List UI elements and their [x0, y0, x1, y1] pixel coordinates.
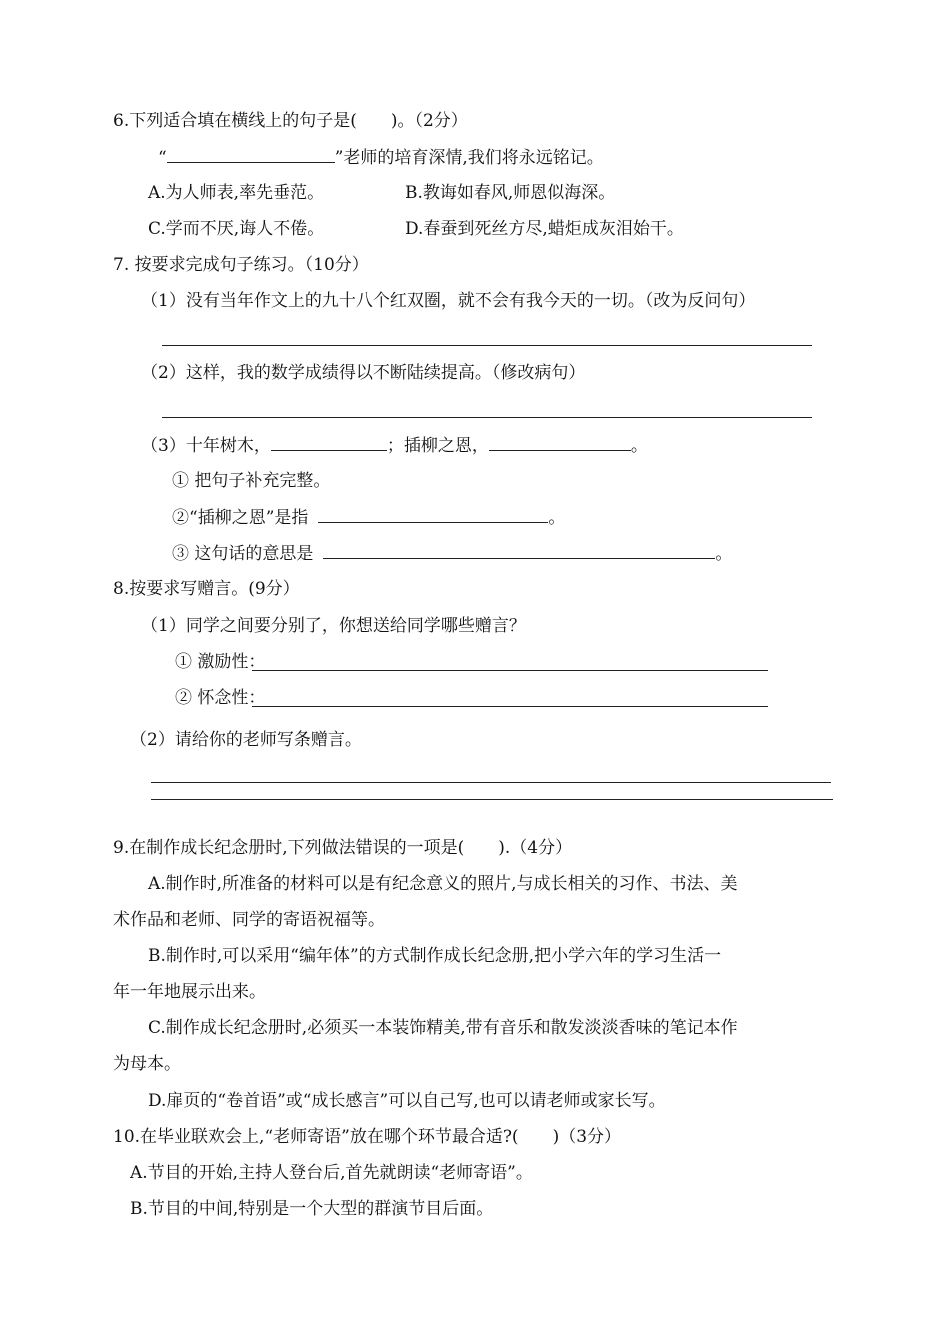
- q9-option-a-line-2: 术作品和老师、同学的寄语祝福等。: [113, 910, 385, 930]
- q6-option-c: C.学而不厌,诲人不倦。: [148, 219, 325, 239]
- q9-option-a-line-1: A.制作时,所准备的材料可以是有纪念意义的照片,与成长相关的习作、书法、美: [148, 874, 738, 894]
- q9-stem: 9.在制作成长纪念册时,下列做法错误的一项是( ).（4分）: [113, 838, 573, 858]
- q6-prompt: [158, 146, 604, 169]
- q7-stem: 7. 按要求完成句子练习。（10分）: [113, 255, 369, 275]
- q9-option-d: D.扉页的“卷首语”或“成长感言”可以自己写,也可以请老师或家长写。: [148, 1091, 666, 1111]
- q7-sentence-3: [141, 434, 648, 457]
- q8-label-encourage: ① 激励性：: [175, 652, 266, 672]
- q8-teacher-line-1[interactable]: [151, 782, 831, 783]
- q6-prompt-open: “: [158, 148, 167, 168]
- q7-sub-3: [172, 542, 732, 565]
- q6-fill-blank[interactable]: [167, 146, 335, 163]
- q10-option-b: B.节目的中间,特别是一个大型的群演节目后面。: [130, 1199, 494, 1219]
- q7-sub3-blank[interactable]: [323, 542, 715, 559]
- q7-sentence-2: （2）这样，我的数学成绩得以不断陆续提高。（修改病句）: [141, 363, 586, 383]
- q9-option-c-line-1: C.制作成长纪念册时,必须买一本装饰精美,带有音乐和散发淡淡香味的笔记本作: [148, 1018, 738, 1038]
- q7-answer-line-1[interactable]: [162, 345, 812, 346]
- q6-option-b: B.教诲如春风,师恩似海深。: [405, 183, 616, 203]
- q7-sub-1: ① 把句子补充完整。: [172, 471, 331, 491]
- q7-sub-2: [172, 506, 565, 529]
- q6-option-a: A.为人师表,率先垂范。: [148, 183, 325, 203]
- q8-sentence-1: （1）同学之间要分别了，你想送给同学哪些赠言？: [141, 616, 526, 636]
- q8-sentence-2: （2）请给你的老师写条赠言。: [130, 730, 362, 750]
- q7-sub2-end: 。: [548, 508, 566, 528]
- q7-s3-part-a: （3）十年树木，: [141, 436, 271, 456]
- q7-sentence-1: （1）没有当年作文上的九十八个红双圈，就不会有我今天的一切。（改为反问句）: [141, 291, 756, 311]
- q7-s3-blank-2[interactable]: [489, 434, 631, 451]
- q8-encourage-line[interactable]: [252, 670, 768, 671]
- q10-option-a: A.节目的开始,主持人登台后,首先就朗读“老师寄语”。: [130, 1163, 533, 1183]
- q7-s3-part-b: ；插柳之恩，: [386, 436, 489, 456]
- q7-sub3-label: ③ 这句话的意思是: [172, 544, 314, 564]
- q6-option-d: D.春蚕到死丝方尽,蜡炬成灰泪始干。: [405, 219, 684, 239]
- q7-s3-blank-1[interactable]: [271, 434, 387, 451]
- q8-teacher-line-2[interactable]: [151, 799, 833, 800]
- q6-prompt-close: ”老师的培育深情,我们将永远铭记。: [334, 148, 604, 168]
- q8-nostalgic-line[interactable]: [252, 706, 768, 707]
- q10-stem: 10.在毕业联欢会上,“老师寄语”放在哪个环节最合适?( )（3分）: [113, 1127, 622, 1147]
- q7-sub3-end: 。: [715, 544, 733, 564]
- q9-option-b-line-2: 年一年地展示出来。: [113, 982, 266, 1002]
- q8-label-nostalgic: ② 怀念性：: [175, 688, 266, 708]
- q8-stem: 8.按要求写赠言。(9分）: [113, 579, 300, 599]
- q7-answer-line-2[interactable]: [162, 417, 812, 418]
- q7-sub2-label: ②“插柳之恩”是指: [172, 508, 309, 528]
- q9-option-b-line-1: B.制作时,可以采用“编年体”的方式制作成长纪念册,把小学六年的学习生活一: [148, 946, 722, 966]
- q7-s3-part-c: 。: [630, 436, 648, 456]
- q6-stem: 6.下列适合填在横线上的句子是( )。（2分）: [113, 111, 468, 131]
- q7-sub2-blank[interactable]: [318, 506, 548, 523]
- q9-option-c-line-2: 为母本。: [113, 1054, 181, 1074]
